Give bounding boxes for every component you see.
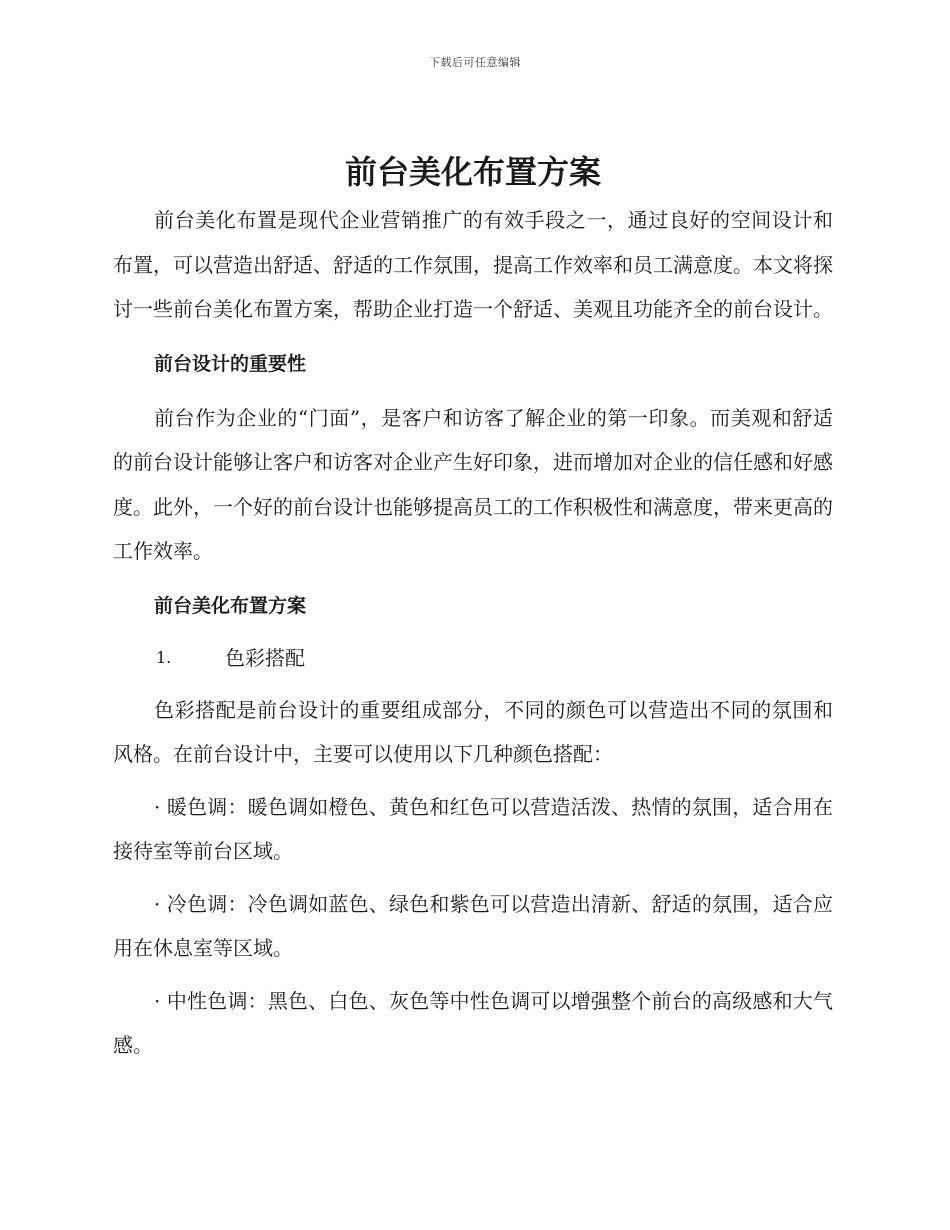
page-header-note: 下载后可任意编辑 [429, 56, 521, 69]
list-number: 1. [156, 647, 172, 667]
bullet-warm-colors: · 暖色调：暖色调如橙色、黄色和红色可以营造活泼、热情的氛围，适合用在接待室等前台区域。 [113, 794, 833, 863]
importance-paragraph: 前台作为企业的“门面”，是客户和访客了解企业的第一印象。而美观和舒适的前台设计能够让客户和访客对企业产生好印象，进而增加对企业的信任感和好感度。此外，一个好的前台设计也能够提高员工的工作积极性和满意度，带来更高的工作效率。 [113, 405, 833, 563]
intro-paragraph: 前台美化布置是现代企业营销推广的有效手段之一，通过良好的空间设计和布置，可以营造出舒适、舒适的工作氛围，提高工作效率和员工满意度。本文将探讨一些前台美化布置方案，帮助企业打造一个舒适、美观且功能齐全的前台设计。 [113, 208, 833, 321]
color-paragraph: 色彩搭配是前台设计的重要组成部分，不同的颜色可以营造出不同的氛围和风格。在前台设计中，主要可以使用以下几种颜色搭配： [113, 697, 833, 766]
bullet-cool-colors: · 冷色调：冷色调如蓝色、绿色和紫色可以营造出清新、舒适的氛围，适合应用在休息室等区域。 [113, 891, 833, 960]
section-heading-importance: 前台设计的重要性 [154, 352, 307, 375]
list-label: 色彩搭配 [225, 645, 305, 670]
bullet-neutral-colors: · 中性色调：黑色、白色、灰色等中性色调可以增强整个前台的高级感和大气感。 [113, 988, 833, 1057]
section-heading-plan: 前台美化布置方案 [154, 594, 307, 617]
document-title: 前台美化布置方案 [344, 153, 601, 191]
numbered-item-color [113, 636, 833, 680]
document-body [113, 146, 833, 1068]
